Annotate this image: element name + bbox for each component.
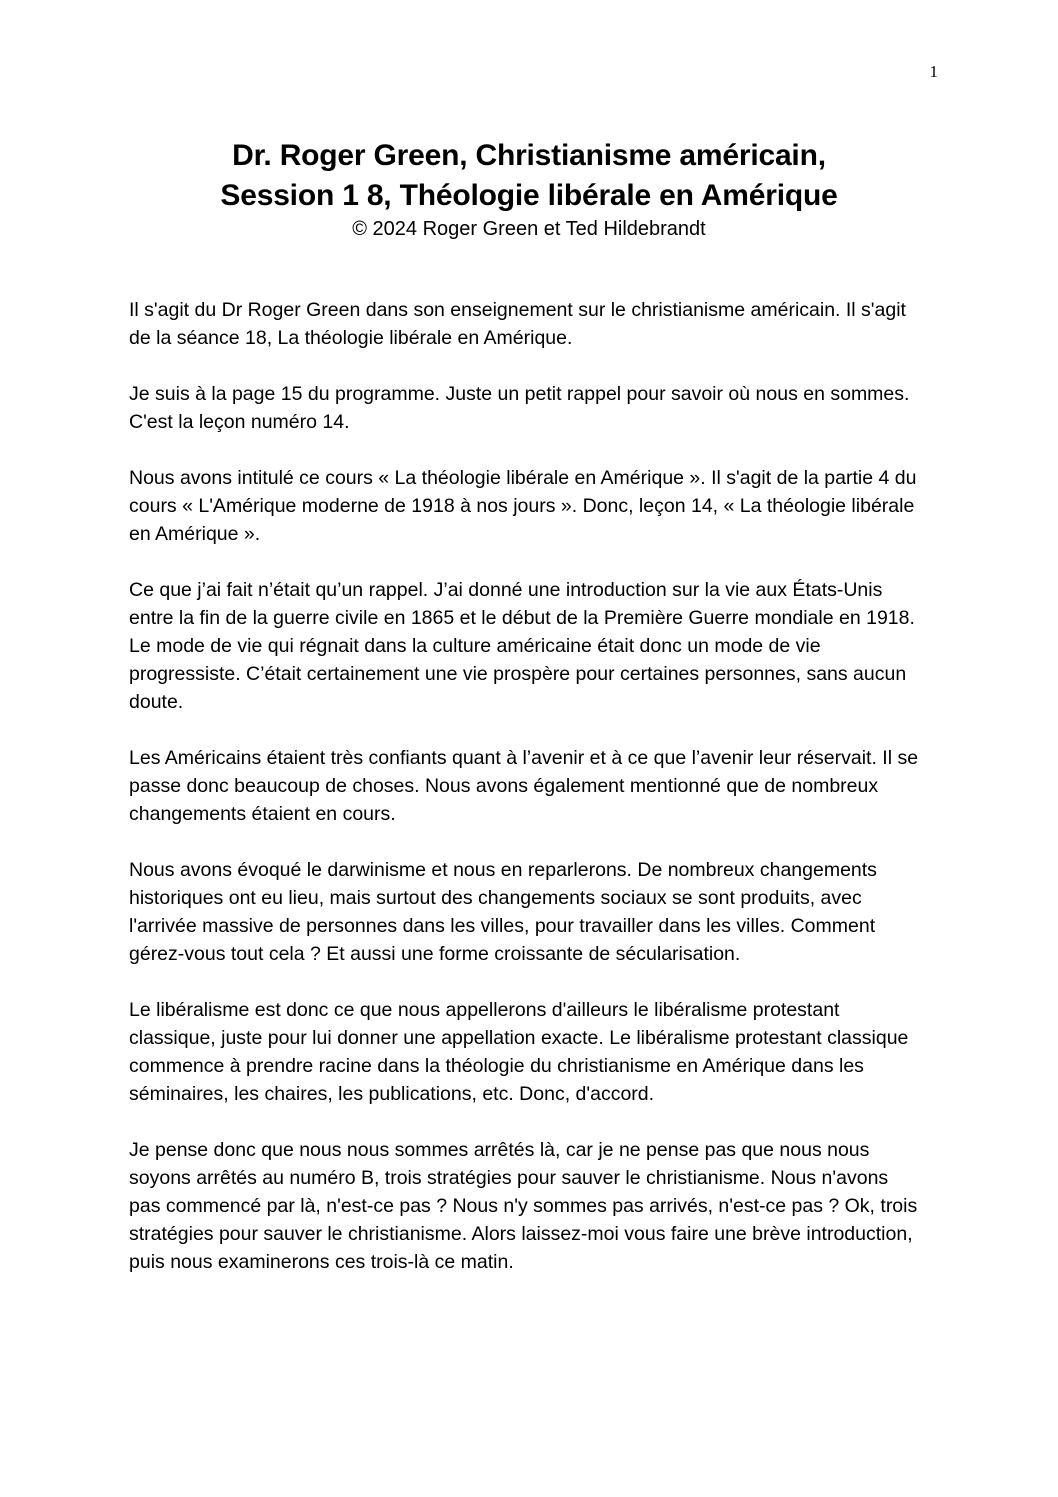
copyright-notice: © 2024 Roger Green et Ted Hildebrandt [352,218,706,240]
paragraph-8: Je pense donc que nous nous sommes arrêtés là, car je ne pense pas que nous nous soyons arrêtés au numéro B, trois stratégies pour sauver le christianisme. Nous n'avons pas commencé par là, n'est-ce pas ? Nous n'y sommes pas arrivés, n'est-ce pas ? Ok, trois stratégies pour sauver le christianisme. Alors laissez-moi vous faire une brève introduction, puis nous examinerons ces trois-là ce matin. [129,1139,918,1273]
paragraph-3: Nous avons intitulé ce cours « La théologie libérale en Amérique ». Il s'agit de la partie 4 du cours « L'Amérique moderne de 1918 à nos jours ». Donc, leçon 14, « La théologie libérale en Amérique ». [129,467,917,545]
paragraph-4: Ce que j’ai fait n’était qu’un rappel. J’ai donné une introduction sur la vie aux États-Unis entre la fin de la guerre civile en 1865 et le début de la Première Guerre mondiale en 1918. Le mode de vie qui régnait dans la culture américaine était donc un mode de vie progressiste. C’était certainement une vie prospère pour certaines personnes, sans aucun doute. [129,579,915,713]
document-title-line-1: Dr. Roger Green, Christianisme américain, [232,139,826,172]
paragraph-6: Nous avons évoqué le darwinisme et nous en reparlerons. De nombreux changements historiques ont eu lieu, mais surtout des changements sociaux se sont produits, avec l'arrivée massive de personnes dans les villes, pour travailler dans les villes. Comment gérez-vous tout cela ? Et aussi une forme croissante de sécularisation. [129,859,877,965]
paragraph-5: Les Américains étaient très confiants quant à l’avenir et à ce que l’avenir leur réservait. Il se passe donc beaucoup de choses. Nous avons également mentionné que de nombreux changements étaient en cours. [129,747,919,825]
paragraph-7: Le libéralisme est donc ce que nous appellerons d'ailleurs le libéralisme protestant classique, juste pour lui donner une appellation exacte. Le libéralisme protestant classique commence à prendre racine dans la théologie du christianisme en Amérique dans les séminaires, les chaires, les publications, etc. Donc, d'accord. [129,999,909,1105]
document-header [120,136,938,242]
document-body [129,296,919,1304]
paragraph-2: Je suis à la page 15 du programme. Juste un petit rappel pour savoir où nous en sommes. C'est la leçon numéro 14. [129,383,910,433]
page-number: 1 [929,62,938,81]
paragraph-1: Il s'agit du Dr Roger Green dans son enseignement sur le christianisme américain. Il s'agit de la séance 18, La théologie libérale en Amérique. [129,299,906,349]
document-title-line-2: Session 1 8, Théologie libérale en Amérique [220,179,838,212]
